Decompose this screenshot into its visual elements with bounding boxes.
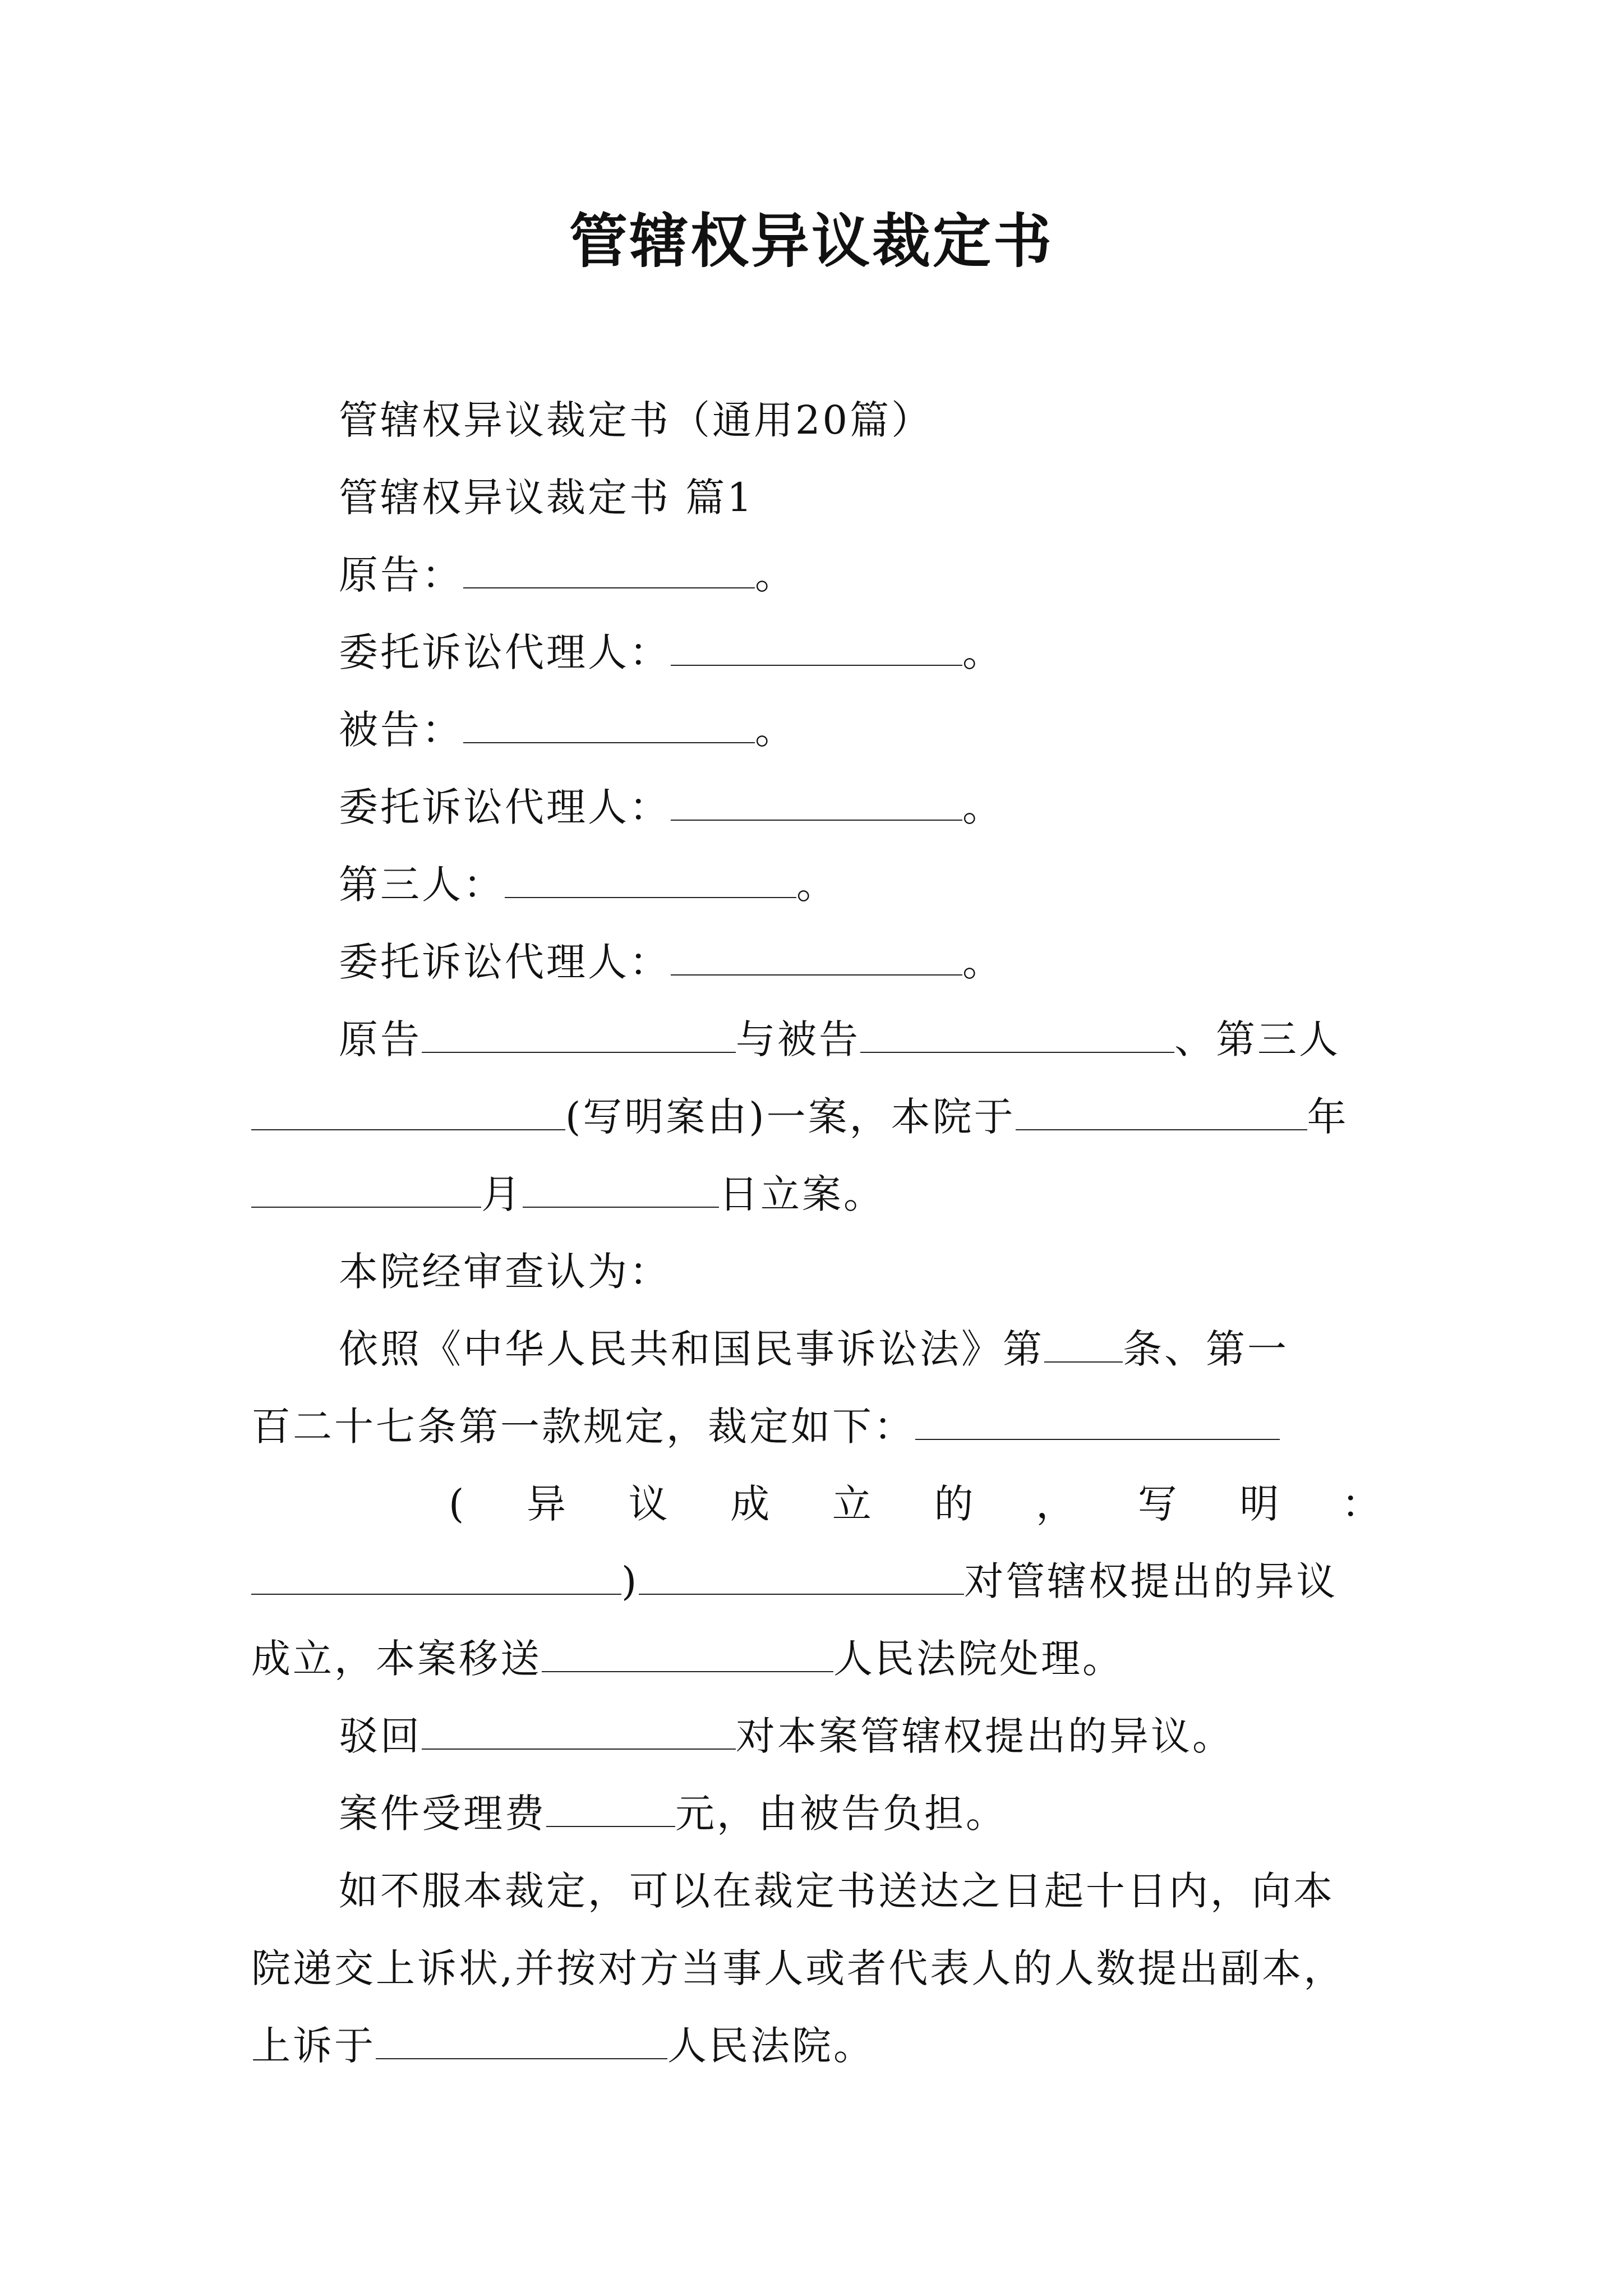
ruling-line1 [251, 1310, 1383, 1388]
ruling-line2 [251, 1388, 1383, 1465]
agent-label: 委托诉讼代理人： [339, 629, 671, 675]
reject-tail-text: 对本案管辖权提出的异议。 [736, 1713, 1234, 1759]
period: 。 [962, 784, 1004, 830]
period: 。 [796, 862, 838, 908]
agent-label: 委托诉讼代理人： [339, 784, 671, 830]
case-day-blank [523, 1173, 719, 1208]
third-party-agent-line [251, 923, 1383, 1001]
case-month-text: 月 [481, 1171, 523, 1217]
case-year-blank [1016, 1096, 1307, 1130]
subtitle: 管辖权异议裁定书（通用20篇） [339, 397, 933, 443]
ruling-line5 [251, 1620, 1383, 1697]
case-year-text: 年 [1307, 1094, 1349, 1140]
appeal-court-text: 人民法院。 [667, 2023, 875, 2069]
paren-char: ： [1341, 1481, 1383, 1527]
plaintiff-line [251, 536, 1383, 614]
case-paragraph-line3 [251, 1156, 1383, 1233]
third-party-label: 第三人： [339, 862, 505, 908]
agent-label: 委托诉讼代理人： [339, 939, 671, 985]
ruling-article-text: 条、第一 [1123, 1326, 1289, 1372]
defendant-agent-blank [671, 786, 962, 821]
fee-amount-blank [546, 1792, 675, 1827]
case-plaintiff-blank [422, 1018, 736, 1053]
paren-char: 成 [730, 1481, 772, 1527]
third-party-agent-blank [671, 941, 962, 976]
reject-text: 驳回 [339, 1713, 422, 1759]
ruling-party-blank [639, 1560, 964, 1595]
case-cause-text: (写明案由)一案，本院于 [565, 1094, 1016, 1140]
fee-text: 案件受理费 [339, 1791, 546, 1837]
period: 。 [755, 552, 796, 598]
period: 。 [755, 707, 796, 753]
paren-char: ， [1036, 1481, 1078, 1527]
defendant-line [251, 691, 1383, 769]
case-defendant-blank [860, 1018, 1174, 1053]
ruling-decision-blank [915, 1405, 1280, 1440]
paren-char: ( [449, 1481, 467, 1527]
appeal-court-blank [376, 2024, 667, 2059]
ruling-line4 [251, 1543, 1383, 1620]
objection-text: 对管辖权提出的异议 [964, 1558, 1338, 1604]
defendant-agent-line [251, 769, 1383, 846]
court-review: 本院经审查认为： [339, 1249, 671, 1295]
paren-char: 立 [832, 1481, 874, 1527]
third-party-blank [505, 863, 796, 898]
defendant-blank [463, 708, 755, 743]
case-plaintiff-text: 原告 [339, 1016, 422, 1062]
plaintiff-agent-blank [671, 631, 962, 666]
plaintiff-label: 原告： [339, 552, 463, 598]
ruling-line3 [251, 1465, 1383, 1543]
ruling-explain-blank [251, 1560, 621, 1595]
case-third-party-text: 、第三人 [1174, 1016, 1340, 1062]
case-paragraph-line1 [251, 1001, 1383, 1078]
paren-char: 议 [628, 1481, 670, 1527]
appeal-line3 [251, 2007, 1383, 2085]
case-paragraph-line2 [251, 1078, 1383, 1156]
period: 。 [962, 939, 1004, 985]
reject-party-blank [422, 1715, 736, 1750]
document-body [251, 381, 1383, 2085]
plaintiff-agent-line [251, 614, 1383, 691]
reject-line [251, 1697, 1383, 1775]
ruling-decision-text: 百二十七条第一款规定，裁定如下： [251, 1404, 915, 1450]
section-heading: 管辖权异议裁定书 篇1 [339, 475, 754, 521]
document-title: 管辖权异议裁定书 [569, 206, 1054, 275]
appeal-line1: 如不服本裁定，可以在裁定书送达之日起十日内，向本 [339, 1868, 1335, 1914]
defendant-label: 被告： [339, 707, 463, 753]
appeal-line2: 院递交上诉状,并按对方当事人或者代表人的人数提出副本， [251, 1945, 1345, 1991]
paren-char: 写 [1137, 1481, 1179, 1527]
fee-tail-text: 元，由被告负担。 [675, 1791, 1007, 1837]
fee-line [251, 1775, 1383, 1852]
period: 。 [962, 629, 1004, 675]
case-month-blank [251, 1173, 481, 1208]
third-party-line [251, 846, 1383, 923]
transfer-court-blank [542, 1637, 833, 1672]
ruling-law-text: 依照《中华人民共和国民事诉讼法》第 [339, 1326, 1044, 1372]
close-paren: ) [621, 1558, 639, 1604]
plaintiff-blank [463, 554, 755, 588]
case-defendant-text: 与被告 [736, 1016, 860, 1062]
ruling-article-blank [1044, 1328, 1123, 1363]
case-third-party-blank [251, 1096, 565, 1130]
transfer-court-text: 人民法院处理。 [833, 1636, 1124, 1682]
paren-char: 明 [1239, 1481, 1281, 1527]
appeal-to-text: 上诉于 [251, 2023, 376, 2069]
paren-char: 的 [934, 1481, 976, 1527]
case-filed-text: 日立案。 [719, 1171, 885, 1217]
transfer-text: 成立，本案移送 [251, 1636, 542, 1682]
paren-char: 异 [526, 1481, 568, 1527]
